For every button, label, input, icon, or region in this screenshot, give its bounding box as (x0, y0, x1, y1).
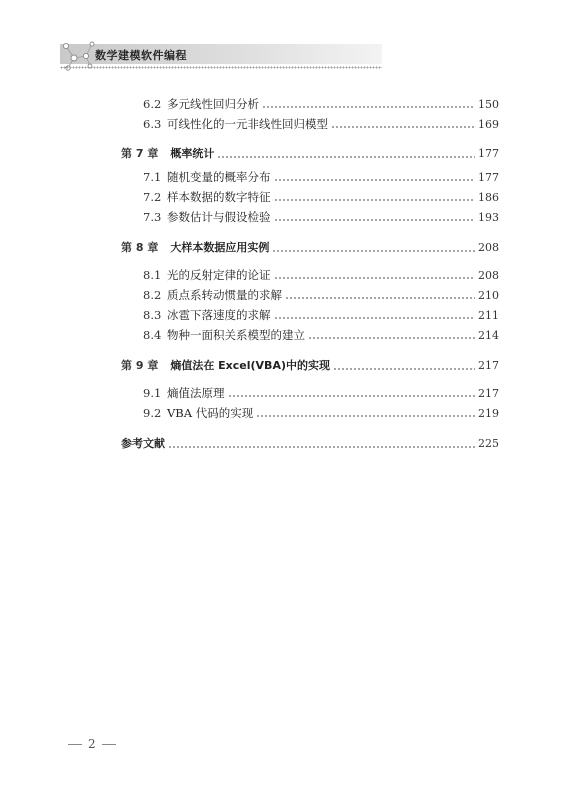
toc-entry-number: 8.4 (143, 328, 162, 342)
toc-leader-dots (308, 337, 475, 339)
toc-leader-dots (272, 250, 475, 252)
footer-right-rule (102, 744, 116, 745)
toc-leader-dots (285, 297, 475, 299)
footer-left-rule (68, 744, 82, 745)
toc-leader-dots (274, 219, 476, 221)
toc-entry-number: 8.3 (143, 308, 162, 322)
toc-entry-title: 可线性化的一元非线性回归模型 (167, 117, 328, 131)
toc-entry-title: 熵值法原理 (167, 386, 225, 400)
toc-entry-title: 质点系转动惯量的求解 (167, 288, 282, 302)
toc-entry-number: 第 8 章 (121, 241, 159, 254)
toc-leader-dots (274, 179, 476, 181)
page-number: 2 (88, 737, 96, 751)
toc-chapter-entry (121, 240, 499, 256)
toc-leader-dots (274, 199, 476, 201)
toc-entry-number: 7.1 (143, 170, 162, 184)
toc-leader-dots (274, 317, 476, 319)
toc-entry-number: 8.1 (143, 268, 162, 282)
toc-entry-title: VBA 代码的实现 (167, 406, 254, 420)
toc-leader-dots (331, 126, 475, 128)
toc-entry-number: 8.2 (143, 288, 162, 302)
toc-entry-page: 169 (478, 118, 499, 131)
toc-entry-page: 193 (478, 211, 499, 224)
toc-entry-page: 208 (478, 269, 499, 282)
toc-entry-title: 物种一面积关系模型的建立 (167, 328, 305, 342)
toc-section-entry (143, 189, 499, 205)
toc-section-entry (143, 96, 499, 112)
toc-entry-page: 186 (478, 191, 499, 204)
toc-leader-dots (262, 106, 475, 108)
toc-entry-page: 150 (478, 98, 499, 111)
toc-section-entry (143, 209, 499, 225)
toc-entry-page: 211 (478, 309, 499, 322)
toc-leader-dots (333, 368, 475, 370)
toc-entry-title: 熵值法在 Excel(VBA)中的实现 (170, 359, 330, 372)
toc-leader-dots (228, 395, 476, 397)
toc-entry-page: 210 (478, 289, 499, 302)
toc-entry-page: 217 (478, 359, 499, 372)
toc-entry-page: 177 (478, 147, 499, 160)
toc-entry-number: 6.3 (143, 117, 162, 131)
toc-section-entry (143, 116, 499, 132)
toc-entry-number: 第 7 章 (121, 147, 159, 160)
page-footer (62, 737, 122, 751)
toc-entry-page: 225 (478, 437, 499, 450)
toc-entry-title: 冰雹下落速度的求解 (167, 308, 271, 322)
toc-chapter-entry (121, 146, 499, 162)
toc-entry-page: 177 (478, 171, 499, 184)
toc-entry-title: 大样本数据应用实例 (170, 241, 270, 254)
toc-entry-title: 概率统计 (170, 147, 215, 160)
toc-chapter-entry (121, 358, 499, 374)
running-header-title: 数学建模软件编程 (95, 49, 187, 62)
toc-section-entry (143, 327, 499, 343)
toc-entry-number: 7.3 (143, 210, 162, 224)
toc-section-entry (143, 287, 499, 303)
toc-leader-dots (274, 277, 476, 279)
toc-entry-page: 219 (478, 407, 499, 420)
toc-entry-number: 9.1 (143, 386, 162, 400)
toc-chapter-entry (121, 436, 499, 452)
toc-entry-title: 参数估计与假设检验 (167, 210, 271, 224)
toc-entry-number: 9.2 (143, 406, 162, 420)
toc-entry-page: 214 (478, 329, 499, 342)
toc-section-entry (143, 405, 499, 421)
toc-entry-title: 随机变量的概率分布 (167, 170, 271, 184)
toc-entry-title: 光的反射定律的论证 (167, 268, 271, 282)
header-dotted-rule (60, 66, 382, 69)
toc-entry-title: 参考文献 (121, 437, 165, 450)
toc-entry-number: 7.2 (143, 190, 162, 204)
toc-leader-dots (168, 446, 475, 448)
toc-entry-number: 6.2 (143, 97, 162, 111)
toc-entry-page: 217 (478, 387, 499, 400)
toc-section-entry (143, 307, 499, 323)
toc-entry-number: 第 9 章 (121, 359, 159, 372)
toc-section-entry (143, 169, 499, 185)
toc-entry-title: 样本数据的数字特征 (167, 190, 271, 204)
toc-section-entry (143, 385, 499, 401)
toc-section-entry (143, 267, 499, 283)
toc-entry-title: 多元线性回归分析 (167, 97, 259, 111)
toc-leader-dots (217, 156, 475, 158)
toc-leader-dots (256, 415, 475, 417)
toc-entry-page: 208 (478, 241, 499, 254)
